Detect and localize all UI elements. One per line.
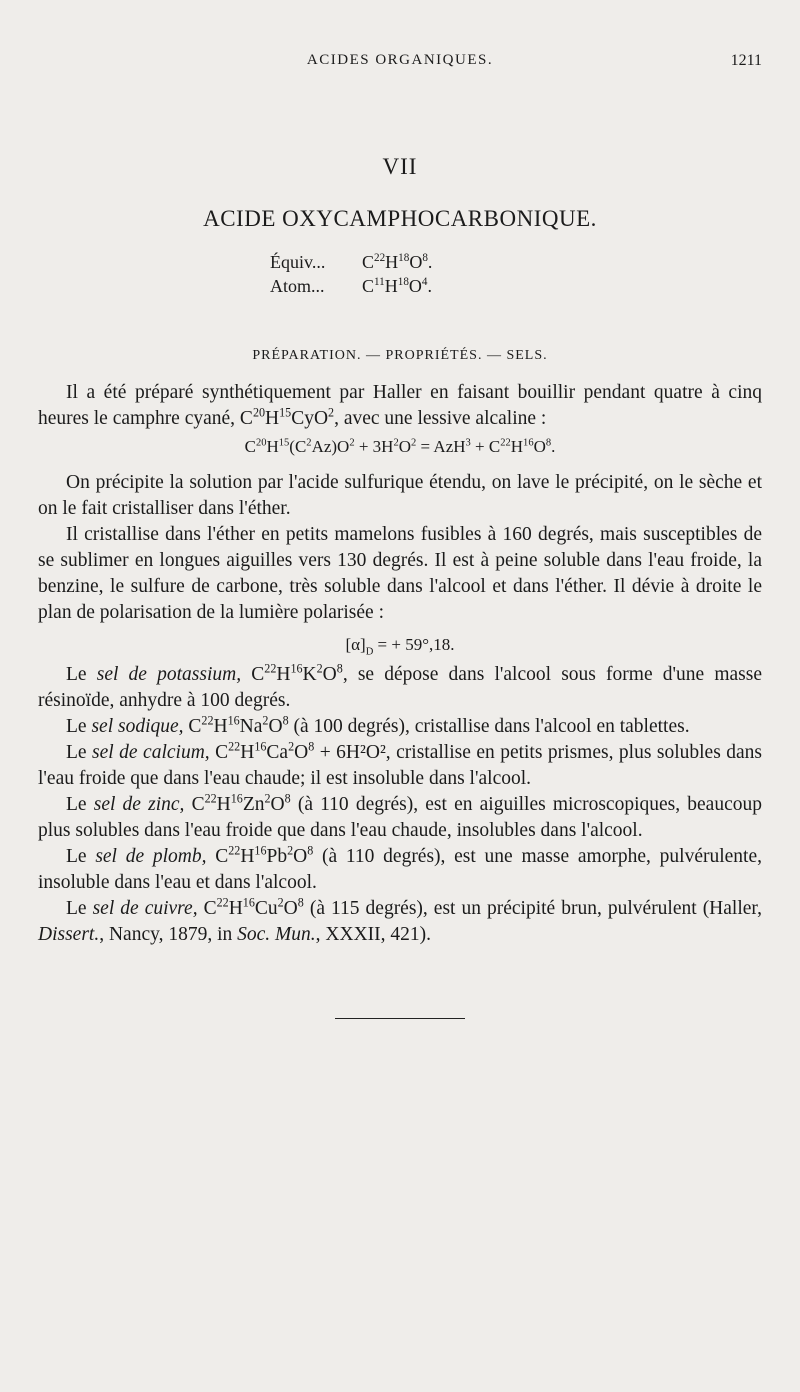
formula-part: H: [276, 664, 291, 685]
formula-part: C: [251, 664, 265, 685]
t: H: [510, 437, 524, 456]
equiv-label: Équiv...: [270, 252, 326, 272]
el-o: O: [408, 276, 422, 296]
citation-text: , Nancy, 1879, in: [99, 924, 238, 945]
formula-part: H: [240, 742, 255, 763]
sup: 8: [308, 739, 315, 754]
page: [38, 48, 762, 1019]
el-h: H: [385, 252, 399, 272]
sup: 16: [254, 843, 267, 858]
space: [184, 794, 191, 815]
paragraph-salt: [38, 662, 762, 714]
text: Il a été préparé synthétiquement par Haller en faisant bouillir pendant quatre à cinq heures le camphre cyané, C: [38, 382, 762, 429]
salt-prefix: Le: [66, 846, 96, 867]
sup: 2: [349, 437, 355, 449]
sup: 8: [284, 791, 291, 806]
t: [α]: [345, 635, 366, 654]
formula-part: Zn: [242, 794, 265, 815]
formula-part: C: [215, 846, 229, 867]
sup: 16: [242, 895, 255, 910]
salt-description: (à 110 degrés), est une masse amorphe, pulvérulente, insoluble dans l'eau et dans l'alcool.: [38, 846, 762, 893]
sup: 2: [264, 791, 271, 806]
sup: 8: [545, 437, 552, 449]
salt-name: sel de plomb,: [95, 846, 207, 867]
t: H: [266, 437, 279, 456]
punct: .: [427, 276, 432, 296]
atom-label: Atom...: [270, 276, 325, 296]
sup: 20: [255, 437, 267, 449]
space: [206, 846, 215, 867]
t: C: [244, 437, 256, 456]
salt-name: sel sodique,: [91, 716, 184, 737]
formula-part: H: [216, 794, 231, 815]
el-o: O: [409, 252, 423, 272]
salt-prefix: Le: [66, 716, 92, 737]
salt-description: (à 115 degrés), est un précipité brun, pulvérulent (Haller,: [303, 898, 762, 919]
footer-rule: [335, 1018, 465, 1019]
sup: 8: [336, 661, 343, 676]
sup: 22: [228, 843, 241, 858]
sub: D: [365, 646, 374, 658]
t: + C: [470, 437, 501, 456]
salt-name: sel de calcium,: [92, 742, 210, 763]
sup: 16: [254, 739, 267, 754]
salt-name: sel de zinc,: [93, 794, 185, 815]
el-c: C: [362, 276, 375, 296]
sup: 22: [204, 791, 217, 806]
formula-part: C: [215, 742, 229, 763]
formula-part: C: [203, 898, 217, 919]
punct: .: [427, 252, 433, 272]
sup: 2: [287, 843, 294, 858]
sup: 16: [290, 661, 303, 676]
sup: 15: [278, 437, 290, 449]
sup: 22: [201, 713, 214, 728]
formula-part: Cu: [254, 898, 278, 919]
text: , avec une lessive alcaline :: [334, 408, 547, 429]
citation-journal: Soc. Mun.: [237, 924, 316, 945]
sup: 18: [397, 276, 409, 288]
salt-description: , se dépose dans l'alcool sous forme d'une masse résinoïde, anhydre à 100 degrés.: [38, 664, 762, 711]
sup: 16: [227, 713, 240, 728]
sup: 3: [465, 437, 471, 449]
salt-description: (à 100 degrés), cristallise dans l'alcool en tablettes.: [288, 716, 690, 737]
formula-part: K: [302, 664, 317, 685]
sup: 8: [307, 843, 314, 858]
formula-part: O: [322, 664, 337, 685]
formula-part: O: [293, 846, 308, 867]
salt-prefix: Le: [66, 742, 93, 763]
equiv-formula: [270, 250, 762, 274]
sup: 20: [252, 405, 266, 420]
paragraph-precipitation: On précipite la solution par l'acide sulfurique étendu, on lave le précipité, on le sèche et on le fait cristalliser dans l'éther.: [38, 472, 762, 519]
salt-prefix: Le: [66, 898, 93, 919]
sup: 18: [398, 252, 410, 264]
sup: 22: [228, 739, 241, 754]
body-text: [38, 380, 762, 948]
sup: 11: [374, 276, 385, 288]
chapter-number: VII: [382, 154, 418, 179]
sup: 2: [306, 437, 312, 449]
sup: 8: [422, 252, 428, 264]
paragraph-salt: [38, 844, 762, 896]
salt-list: [38, 662, 762, 948]
sup: 15: [279, 405, 292, 420]
salt-name: sel de potassium,: [96, 664, 242, 685]
rotation-equation: [38, 632, 762, 658]
paragraph-salt: [38, 792, 762, 844]
salt-description: (à 110 degrés), est en aiguilles microscopiques, beaucoup plus solubles dans l'eau froide que dans l'eau chaude, insolubles dans l'alcool.: [38, 794, 762, 841]
sup: 22: [374, 252, 386, 264]
sup: 2: [393, 437, 399, 449]
formula-part: H: [240, 846, 255, 867]
el-h: H: [384, 276, 398, 296]
sup: 22: [216, 895, 229, 910]
sup: 22: [264, 661, 277, 676]
salt-prefix: Le: [66, 794, 94, 815]
t: Az)O: [311, 437, 350, 456]
salt-description: + 6H²O², cristallise en petits prismes, plus solubles dans l'eau froide que dans l'eau chaude; il est insoluble dans l'alcool.: [38, 742, 763, 789]
el-c: C: [362, 252, 375, 272]
paragraph-salt: [38, 714, 762, 740]
atom-formula: [270, 274, 762, 298]
formula-part: H: [213, 716, 228, 737]
sup: 2: [328, 405, 335, 420]
reaction-equation: [38, 434, 762, 460]
formula-part: O: [294, 742, 309, 763]
paragraph-properties: Il cristallise dans l'éther en petits mamelons fusibles à 160 degrés, mais susceptibles de se sublimer en longues aiguilles vers 130 degrés. Il est à peine soluble dans l'eau froide, la benzine, le sulfure de carbone, très soluble dans l'alcool et dans l'éther. Il dévie à droite le plan de polarisation de la lumière polarisée :: [38, 524, 762, 623]
formula-part: Na: [239, 716, 263, 737]
t: O: [533, 437, 546, 456]
sup: 8: [282, 713, 289, 728]
t: + 3H: [354, 437, 394, 456]
sup: 2: [277, 895, 284, 910]
running-title: ACIDES ORGANIQUES.: [306, 52, 494, 68]
t: .: [551, 437, 556, 456]
sup: 16: [230, 791, 243, 806]
citation-text: , XXXII, 421).: [315, 924, 432, 945]
formula-part: O: [270, 794, 285, 815]
space: [241, 664, 251, 685]
t: = + 59°,18.: [373, 635, 455, 654]
sup: 2: [411, 437, 417, 449]
citation-work: Dissert.: [38, 924, 100, 945]
formula-block: [270, 250, 762, 298]
text: H: [265, 408, 280, 429]
text: CyO: [291, 408, 329, 429]
t: O: [398, 437, 412, 456]
chapter-title: ACIDE OXYCAMPHOCARBONIQUE.: [203, 206, 597, 231]
paragraph-salt: [38, 740, 762, 792]
sup: 4: [421, 276, 428, 288]
formula-part: O: [283, 898, 298, 919]
formula-part: Ca: [266, 742, 289, 763]
salt-prefix: Le: [66, 664, 97, 685]
sup: 2: [288, 739, 295, 754]
t: = AzH: [416, 437, 466, 456]
paragraph-salt: [38, 896, 762, 948]
sup: 8: [297, 895, 304, 910]
sup: 2: [262, 713, 269, 728]
formula-part: H: [228, 898, 243, 919]
t: (C: [289, 437, 307, 456]
section-heading: PRÉPARATION. — PROPRIÉTÉS. — SELS.: [252, 348, 548, 363]
salt-name: sel de cuivre,: [92, 898, 198, 919]
formula-part: O: [268, 716, 283, 737]
paragraph-preparation: [38, 380, 762, 432]
formula-part: C: [191, 794, 205, 815]
formula-part: C: [188, 716, 202, 737]
formula-part: Pb: [266, 846, 288, 867]
page-number: 1211: [730, 52, 762, 69]
sup: 16: [523, 437, 534, 449]
running-head: [38, 48, 762, 74]
sup: 22: [500, 437, 511, 449]
sup: 2: [316, 661, 323, 676]
